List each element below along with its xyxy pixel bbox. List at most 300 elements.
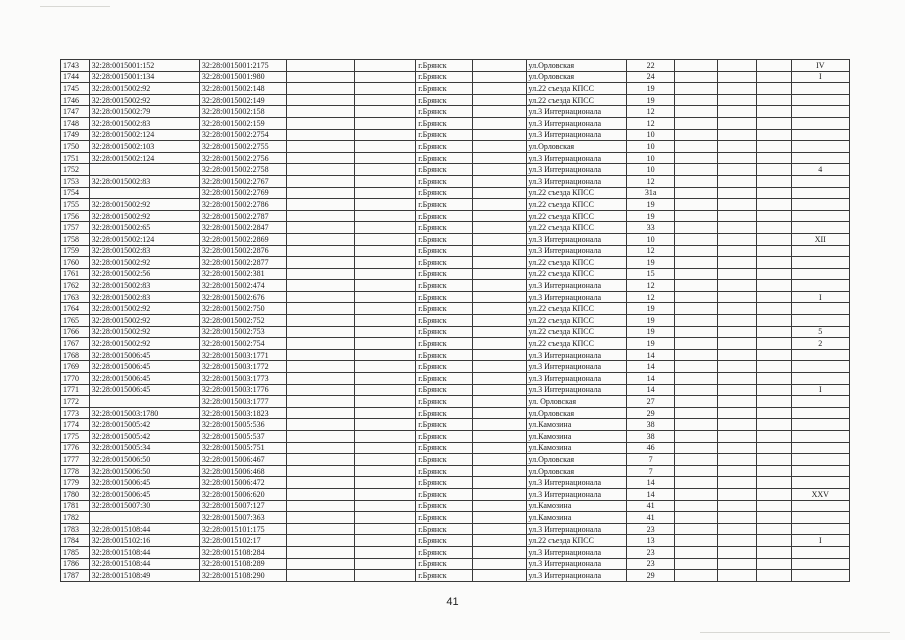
house-number-cell: 14 (627, 488, 675, 500)
house-number-cell: 12 (627, 245, 675, 257)
house-number-cell: 12 (627, 117, 675, 129)
table-row (61, 117, 850, 129)
empty-cell (756, 187, 791, 199)
empty-cell (718, 384, 756, 396)
table-row (61, 442, 850, 454)
street-cell: ул.Орловская (526, 465, 627, 477)
table-row (61, 129, 850, 141)
building-cadastral-number-cell: 32:28:0015002:754 (199, 338, 286, 350)
empty-cell (674, 465, 717, 477)
building-cadastral-number-cell: 32:28:0015002:752 (199, 315, 286, 327)
empty-cell (354, 280, 416, 292)
empty-cell (354, 442, 416, 454)
page-number: 41 (446, 596, 459, 608)
city-cell: г.Брянск (416, 268, 473, 280)
row-number-cell: 1753 (61, 175, 90, 187)
building-cadastral-number-cell: 32:28:0015003:1771 (199, 349, 286, 361)
empty-cell (674, 291, 717, 303)
house-number-cell: 23 (627, 558, 675, 570)
empty-cell (718, 442, 756, 454)
table-row (61, 268, 850, 280)
empty-cell (473, 141, 526, 153)
land-cadastral-number-cell: 32:28:0015002:65 (89, 222, 199, 234)
building-cadastral-number-cell: 32:28:0015005:537 (199, 431, 286, 443)
house-number-cell: 10 (627, 152, 675, 164)
house-number-cell: 19 (627, 338, 675, 350)
row-number-cell: 1765 (61, 315, 90, 327)
empty-cell (674, 175, 717, 187)
table-row (61, 152, 850, 164)
premises-number-cell (791, 512, 849, 524)
empty-cell (718, 257, 756, 269)
building-cadastral-number-cell: 32:28:0015002:381 (199, 268, 286, 280)
row-number-cell: 1773 (61, 407, 90, 419)
empty-cell (718, 83, 756, 95)
city-cell: г.Брянск (416, 373, 473, 385)
land-cadastral-number-cell: 32:28:0015002:83 (89, 280, 199, 292)
premises-number-cell (791, 303, 849, 315)
premises-number-cell (791, 129, 849, 141)
empty-cell (354, 431, 416, 443)
empty-cell (674, 454, 717, 466)
row-number-cell: 1779 (61, 477, 90, 489)
street-cell: ул.3 Интернационала (526, 152, 627, 164)
land-cadastral-number-cell: 32:28:0015002:92 (89, 326, 199, 338)
empty-cell (354, 187, 416, 199)
empty-cell (354, 419, 416, 431)
premises-number-cell (791, 396, 849, 408)
table-row (61, 175, 850, 187)
premises-number-cell (791, 315, 849, 327)
table-row (61, 454, 850, 466)
house-number-cell: 10 (627, 129, 675, 141)
table-row (61, 419, 850, 431)
land-cadastral-number-cell: 32:28:0015003:1780 (89, 407, 199, 419)
city-cell: г.Брянск (416, 175, 473, 187)
table-row (61, 373, 850, 385)
city-cell: г.Брянск (416, 361, 473, 373)
empty-cell (756, 257, 791, 269)
empty-cell (756, 570, 791, 582)
empty-cell (473, 477, 526, 489)
empty-cell (473, 431, 526, 443)
empty-cell (674, 500, 717, 512)
empty-cell (756, 558, 791, 570)
empty-cell (354, 175, 416, 187)
empty-cell (718, 396, 756, 408)
table-row (61, 512, 850, 524)
empty-cell (354, 106, 416, 118)
empty-cell (473, 523, 526, 535)
premises-number-cell: I (791, 291, 849, 303)
empty-cell (674, 488, 717, 500)
empty-cell (473, 280, 526, 292)
premises-number-cell: 5 (791, 326, 849, 338)
table-row (61, 396, 850, 408)
land-cadastral-number-cell: 32:28:0015006:45 (89, 488, 199, 500)
empty-cell (354, 222, 416, 234)
city-cell: г.Брянск (416, 488, 473, 500)
empty-cell (354, 326, 416, 338)
street-cell: ул.22 съезда КПСС (526, 187, 627, 199)
building-cadastral-number-cell: 32:28:0015002:2755 (199, 141, 286, 153)
table-row (61, 407, 850, 419)
empty-cell (286, 384, 354, 396)
table-row (61, 535, 850, 547)
empty-cell (354, 546, 416, 558)
empty-cell (286, 535, 354, 547)
empty-cell (354, 338, 416, 350)
house-number-cell: 29 (627, 407, 675, 419)
land-cadastral-number-cell: 32:28:0015002:92 (89, 315, 199, 327)
empty-cell (473, 106, 526, 118)
premises-number-cell (791, 245, 849, 257)
row-number-cell: 1778 (61, 465, 90, 477)
empty-cell (718, 535, 756, 547)
empty-cell (756, 94, 791, 106)
empty-cell (286, 94, 354, 106)
street-cell: ул.Орловская (526, 141, 627, 153)
land-cadastral-number-cell: 32:28:0015002:92 (89, 83, 199, 95)
empty-cell (473, 222, 526, 234)
street-cell: ул.3 Интернационала (526, 164, 627, 176)
empty-cell (354, 257, 416, 269)
empty-cell (473, 361, 526, 373)
house-number-cell: 14 (627, 477, 675, 489)
empty-cell (473, 268, 526, 280)
empty-cell (718, 488, 756, 500)
house-number-cell: 19 (627, 326, 675, 338)
empty-cell (718, 141, 756, 153)
building-cadastral-number-cell: 32:28:0015007:363 (199, 512, 286, 524)
premises-number-cell: I (791, 535, 849, 547)
empty-cell (286, 141, 354, 153)
empty-cell (674, 315, 717, 327)
empty-cell (756, 349, 791, 361)
premises-number-cell (791, 373, 849, 385)
building-cadastral-number-cell: 32:28:0015108:290 (199, 570, 286, 582)
table-row (61, 210, 850, 222)
street-cell: ул.Камозина (526, 512, 627, 524)
table-row (61, 326, 850, 338)
land-cadastral-number-cell: 32:28:0015002:56 (89, 268, 199, 280)
land-cadastral-number-cell: 32:28:0015006:45 (89, 477, 199, 489)
table-row (61, 71, 850, 83)
building-cadastral-number-cell: 32:28:0015002:2787 (199, 210, 286, 222)
land-cadastral-number-cell: 32:28:0015102:16 (89, 535, 199, 547)
empty-cell (354, 407, 416, 419)
empty-cell (674, 570, 717, 582)
empty-cell (473, 233, 526, 245)
empty-cell (674, 477, 717, 489)
row-number-cell: 1780 (61, 488, 90, 500)
city-cell: г.Брянск (416, 570, 473, 582)
row-number-cell: 1771 (61, 384, 90, 396)
empty-cell (473, 488, 526, 500)
empty-cell (718, 129, 756, 141)
empty-cell (286, 83, 354, 95)
empty-cell (286, 210, 354, 222)
land-cadastral-number-cell: 32:28:0015108:44 (89, 546, 199, 558)
city-cell: г.Брянск (416, 106, 473, 118)
city-cell: г.Брянск (416, 141, 473, 153)
city-cell: г.Брянск (416, 199, 473, 211)
empty-cell (756, 535, 791, 547)
land-cadastral-number-cell: 32:28:0015002:124 (89, 233, 199, 245)
land-cadastral-number-cell: 32:28:0015006:45 (89, 384, 199, 396)
premises-number-cell (791, 117, 849, 129)
empty-cell (354, 117, 416, 129)
empty-cell (718, 419, 756, 431)
row-number-cell: 1786 (61, 558, 90, 570)
land-cadastral-number-cell: 32:28:0015001:134 (89, 71, 199, 83)
empty-cell (354, 512, 416, 524)
empty-cell (718, 373, 756, 385)
land-cadastral-number-cell: 32:28:0015002:83 (89, 175, 199, 187)
empty-cell (354, 373, 416, 385)
city-cell: г.Брянск (416, 280, 473, 292)
house-number-cell: 7 (627, 454, 675, 466)
house-number-cell: 19 (627, 303, 675, 315)
house-number-cell: 10 (627, 164, 675, 176)
row-number-cell: 1787 (61, 570, 90, 582)
city-cell: г.Брянск (416, 407, 473, 419)
empty-cell (756, 233, 791, 245)
empty-cell (718, 94, 756, 106)
premises-number-cell (791, 477, 849, 489)
building-cadastral-number-cell: 32:28:0015002:474 (199, 280, 286, 292)
building-cadastral-number-cell: 32:28:0015005:751 (199, 442, 286, 454)
row-number-cell: 1783 (61, 523, 90, 535)
house-number-cell: 27 (627, 396, 675, 408)
empty-cell (286, 106, 354, 118)
street-cell: ул.Орловская (526, 407, 627, 419)
empty-cell (286, 280, 354, 292)
building-cadastral-number-cell: 32:28:0015003:1777 (199, 396, 286, 408)
house-number-cell: 41 (627, 500, 675, 512)
street-cell: ул.22 съезда КПСС (526, 338, 627, 350)
register-table (60, 59, 850, 582)
empty-cell (286, 117, 354, 129)
street-cell: ул.22 съезда КПСС (526, 83, 627, 95)
empty-cell (473, 210, 526, 222)
city-cell: г.Брянск (416, 396, 473, 408)
empty-cell (354, 396, 416, 408)
table-row (61, 257, 850, 269)
empty-cell (674, 117, 717, 129)
building-cadastral-number-cell: 32:28:0015001:980 (199, 71, 286, 83)
premises-number-cell: XXV (791, 488, 849, 500)
building-cadastral-number-cell: 32:28:0015101:175 (199, 523, 286, 535)
empty-cell (473, 546, 526, 558)
table-row (61, 361, 850, 373)
street-cell: ул.3 Интернационала (526, 129, 627, 141)
empty-cell (674, 546, 717, 558)
empty-cell (674, 199, 717, 211)
table-row (61, 384, 850, 396)
premises-number-cell: 2 (791, 338, 849, 350)
empty-cell (756, 442, 791, 454)
street-cell: ул.22 съезда КПСС (526, 222, 627, 234)
empty-cell (354, 465, 416, 477)
house-number-cell: 23 (627, 523, 675, 535)
empty-cell (756, 396, 791, 408)
empty-cell (286, 152, 354, 164)
street-cell: ул.3 Интернационала (526, 291, 627, 303)
house-number-cell: 33 (627, 222, 675, 234)
empty-cell (674, 558, 717, 570)
land-cadastral-number-cell: 32:28:0015108:49 (89, 570, 199, 582)
house-number-cell: 19 (627, 210, 675, 222)
empty-cell (756, 164, 791, 176)
empty-cell (756, 431, 791, 443)
empty-cell (756, 384, 791, 396)
premises-number-cell (791, 558, 849, 570)
street-cell: ул.22 съезда КПСС (526, 199, 627, 211)
table-row (61, 291, 850, 303)
street-cell: ул.Орловская (526, 71, 627, 83)
land-cadastral-number-cell (89, 396, 199, 408)
empty-cell (674, 60, 717, 72)
empty-cell (718, 500, 756, 512)
empty-cell (354, 315, 416, 327)
empty-cell (286, 500, 354, 512)
empty-cell (718, 280, 756, 292)
street-cell: ул.22 съезда КПСС (526, 303, 627, 315)
premises-number-cell (791, 546, 849, 558)
table-row (61, 222, 850, 234)
land-cadastral-number-cell: 32:28:0015006:50 (89, 454, 199, 466)
empty-cell (756, 488, 791, 500)
city-cell: г.Брянск (416, 558, 473, 570)
empty-cell (354, 233, 416, 245)
empty-cell (473, 419, 526, 431)
land-cadastral-number-cell: 32:28:0015002:92 (89, 199, 199, 211)
empty-cell (286, 129, 354, 141)
empty-cell (473, 338, 526, 350)
building-cadastral-number-cell: 32:28:0015002:2847 (199, 222, 286, 234)
land-cadastral-number-cell: 32:28:0015002:83 (89, 245, 199, 257)
house-number-cell: 14 (627, 384, 675, 396)
premises-number-cell (791, 349, 849, 361)
land-cadastral-number-cell: 32:28:0015108:44 (89, 523, 199, 535)
empty-cell (354, 500, 416, 512)
empty-cell (354, 558, 416, 570)
premises-number-cell (791, 257, 849, 269)
empty-cell (674, 280, 717, 292)
house-number-cell: 12 (627, 291, 675, 303)
empty-cell (473, 384, 526, 396)
empty-cell (718, 210, 756, 222)
row-number-cell: 1752 (61, 164, 90, 176)
row-number-cell: 1760 (61, 257, 90, 269)
empty-cell (756, 199, 791, 211)
building-cadastral-number-cell: 32:28:0015006:620 (199, 488, 286, 500)
empty-cell (674, 210, 717, 222)
empty-cell (674, 152, 717, 164)
land-cadastral-number-cell: 32:28:0015002:103 (89, 141, 199, 153)
empty-cell (718, 199, 756, 211)
land-cadastral-number-cell: 32:28:0015002:83 (89, 117, 199, 129)
premises-number-cell (791, 407, 849, 419)
building-cadastral-number-cell: 32:28:0015002:2877 (199, 257, 286, 269)
land-cadastral-number-cell: 32:28:0015001:152 (89, 60, 199, 72)
street-cell: ул.Орловская (526, 454, 627, 466)
empty-cell (674, 396, 717, 408)
table-row (61, 187, 850, 199)
row-number-cell: 1754 (61, 187, 90, 199)
empty-cell (286, 419, 354, 431)
row-number-cell: 1769 (61, 361, 90, 373)
empty-cell (286, 570, 354, 582)
row-number-cell: 1785 (61, 546, 90, 558)
empty-cell (674, 164, 717, 176)
city-cell: г.Брянск (416, 431, 473, 443)
empty-cell (718, 106, 756, 118)
building-cadastral-number-cell: 32:28:0015002:750 (199, 303, 286, 315)
city-cell: г.Брянск (416, 442, 473, 454)
city-cell: г.Брянск (416, 419, 473, 431)
land-cadastral-number-cell: 32:28:0015005:42 (89, 419, 199, 431)
empty-cell (674, 407, 717, 419)
row-number-cell: 1750 (61, 141, 90, 153)
empty-cell (756, 141, 791, 153)
city-cell: г.Брянск (416, 83, 473, 95)
land-cadastral-number-cell (89, 164, 199, 176)
table-row (61, 338, 850, 350)
empty-cell (756, 222, 791, 234)
land-cadastral-number-cell: 32:28:0015007:30 (89, 500, 199, 512)
city-cell: г.Брянск (416, 535, 473, 547)
city-cell: г.Брянск (416, 210, 473, 222)
building-cadastral-number-cell: 32:28:0015002:2758 (199, 164, 286, 176)
empty-cell (286, 512, 354, 524)
empty-cell (286, 245, 354, 257)
empty-cell (354, 129, 416, 141)
empty-cell (674, 431, 717, 443)
empty-cell (718, 512, 756, 524)
empty-cell (473, 315, 526, 327)
street-cell: ул.Камозина (526, 500, 627, 512)
empty-cell (756, 419, 791, 431)
building-cadastral-number-cell: 32:28:0015102:17 (199, 535, 286, 547)
building-cadastral-number-cell: 32:28:0015002:2754 (199, 129, 286, 141)
empty-cell (354, 349, 416, 361)
empty-cell (674, 129, 717, 141)
house-number-cell: 41 (627, 512, 675, 524)
table-row (61, 465, 850, 477)
street-cell: ул.22 съезда КПСС (526, 210, 627, 222)
premises-number-cell (791, 141, 849, 153)
empty-cell (354, 303, 416, 315)
land-cadastral-number-cell: 32:28:0015006:45 (89, 349, 199, 361)
premises-number-cell (791, 222, 849, 234)
house-number-cell: 22 (627, 60, 675, 72)
empty-cell (756, 245, 791, 257)
table-row (61, 523, 850, 535)
building-cadastral-number-cell: 32:28:0015003:1823 (199, 407, 286, 419)
empty-cell (718, 465, 756, 477)
empty-cell (756, 454, 791, 466)
empty-cell (674, 245, 717, 257)
building-cadastral-number-cell: 32:28:0015002:158 (199, 106, 286, 118)
empty-cell (674, 94, 717, 106)
empty-cell (286, 454, 354, 466)
table-row (61, 106, 850, 118)
row-number-cell: 1758 (61, 233, 90, 245)
empty-cell (756, 338, 791, 350)
premises-number-cell (791, 361, 849, 373)
